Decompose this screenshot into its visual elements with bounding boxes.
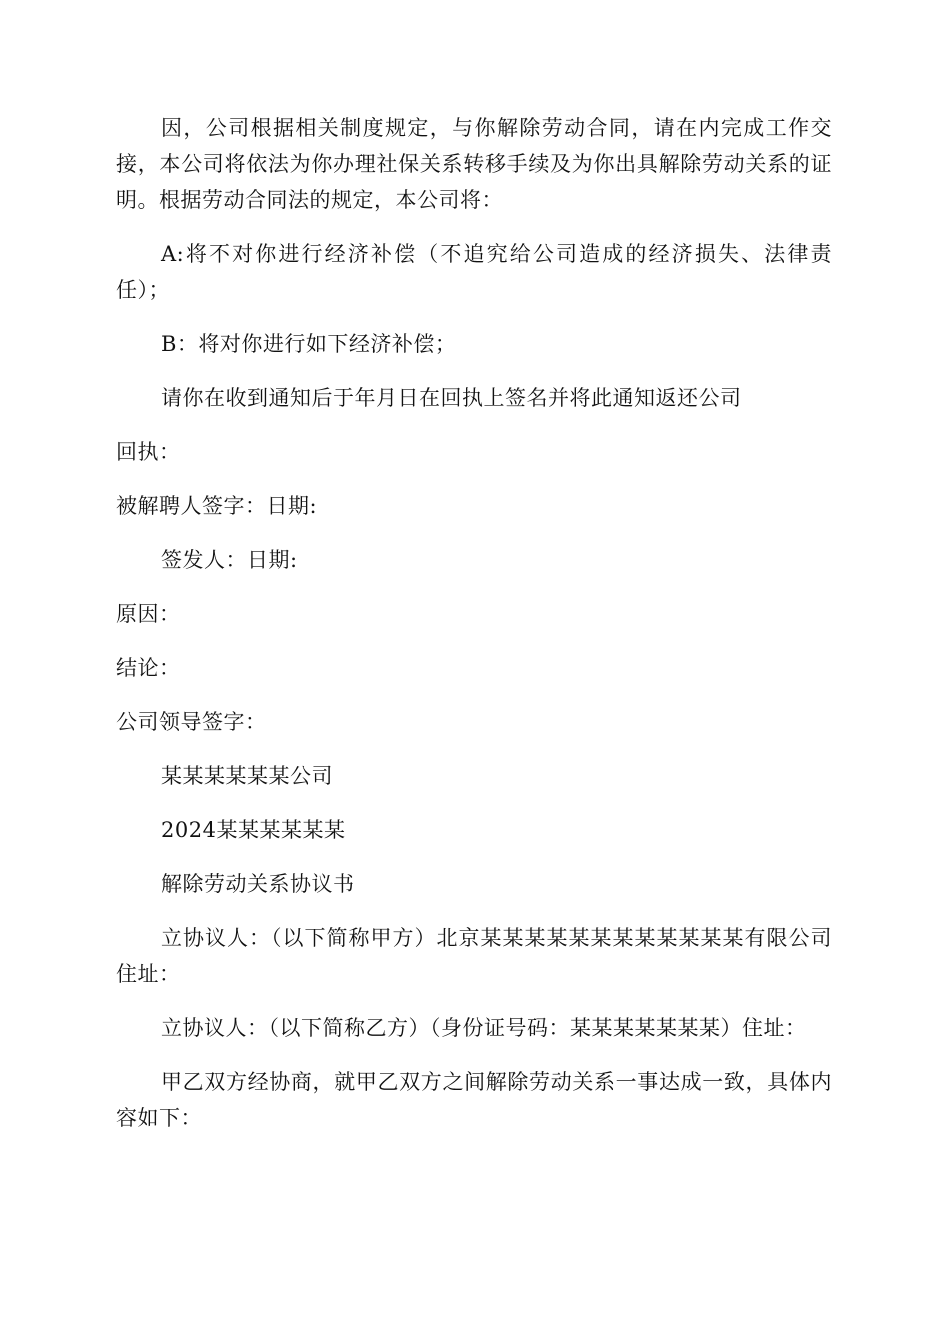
paragraph-agreement-intro: 甲乙双方经协商，就甲乙双方之间解除劳动关系一事达成一致，具体内容如下：	[116, 1070, 832, 1130]
paragraph-return-request: 请你在收到通知后于年月日在回执上签名并将此通知返还公司	[161, 386, 742, 410]
paragraph-conclusion-label: 结论：	[116, 656, 181, 680]
paragraph-option-a: A:将不对你进行经济补偿（不追究给公司造成的经济损失、法律责任）；	[116, 242, 832, 302]
paragraph-agreement-title: 解除劳动关系协议书	[161, 872, 355, 896]
paragraph-reason-label: 原因：	[116, 602, 181, 626]
paragraph-dismissed-signature: 被解聘人签字：日期:	[116, 494, 318, 518]
paragraph-leader-signature: 公司领导签字：	[116, 710, 267, 734]
paragraph-party-a: 立协议人：（以下简称甲方）北京某某某某某某某某某某某某有限公司住址：	[116, 926, 832, 986]
document-body	[116, 110, 832, 1154]
paragraph-issuer-signature: 签发人：日期:	[161, 548, 298, 572]
paragraph-date: 2024某某某某某某	[161, 818, 346, 842]
paragraph-termination-notice: 因，公司根据相关制度规定，与你解除劳动合同，请在内完成工作交接，本公司将依法为你办理社保关系转移手续及为你出具解除劳动关系的证明。根据劳动合同法的规定，本公司将：	[116, 116, 832, 212]
paragraph-party-b: 立协议人：（以下简称乙方）（身份证号码：某某某某某某某）住址：	[161, 1016, 807, 1040]
paragraph-company-name: 某某某某某某公司	[161, 764, 333, 788]
paragraph-receipt-label: 回执：	[116, 440, 181, 464]
paragraph-option-b: B：将对你进行如下经济补偿；	[161, 332, 457, 356]
